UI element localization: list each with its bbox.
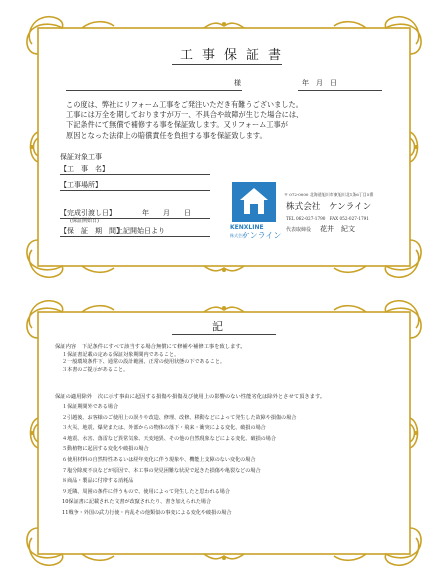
work-name-label: 【工 事 名】 xyxy=(60,165,109,173)
customer-name-line xyxy=(66,90,242,91)
title-underline xyxy=(172,334,276,335)
card-title: 工事保証書 xyxy=(180,48,291,63)
issue-date: 年 月 日 xyxy=(302,79,337,87)
work-name-line xyxy=(60,174,210,175)
section-title: 記 xyxy=(212,320,223,333)
work-place-line xyxy=(60,190,210,191)
list-item: １保証期間外である場合 xyxy=(62,404,119,410)
target-label: 保証対象工事 xyxy=(60,153,102,161)
work-place-label: 【工事場所】 xyxy=(60,181,102,189)
date-line xyxy=(298,90,382,91)
logo-text-jp: ケンライン xyxy=(242,231,282,240)
period-value: 上記開始日より xyxy=(116,227,165,235)
list-item: ６使用材料の自然特性あるいは経年変化に伴う現象や、機能上支障のない変化の場合 xyxy=(62,456,256,463)
intro-line: 原因となった法律上の賠償責任を負担する事を保証致します。 xyxy=(66,130,267,140)
intro-line: この度は、弊社にリフォーム工事をご発注いただき有難うございました。 xyxy=(66,100,303,109)
list-item: ５動植物に起因する変化や破損の場合 xyxy=(62,446,149,453)
period-line xyxy=(60,236,210,237)
list-item: ７塩分除度不良などが原因で、本工事の発見困難な状況で起きた損傷や亀裂などの場合 xyxy=(62,467,261,474)
list-item: ９近隣、周囲の条件に伴うもので、使用によって発生したと思われる場合 xyxy=(62,488,230,495)
conditions-list xyxy=(62,352,225,374)
warranty-terms-card xyxy=(22,298,426,568)
exclusions-list xyxy=(62,402,296,519)
completion-date: 年 月 日 xyxy=(142,209,191,217)
completion-label: 【完成引渡し日】 xyxy=(60,209,116,217)
list-item: 11戦争・外国の武力行使・内乱その他類似の事変による変化や破損の場合 xyxy=(62,509,232,516)
completion-sub: (保証開始日) xyxy=(70,218,99,224)
list-item: ２引越後、お客様のご使用上の誤りや改造、修理、改修、移動などによって発生した故障や損傷の場合 xyxy=(62,414,297,421)
sama-label: 様 xyxy=(234,79,241,87)
rep-name: 花井 紀文 xyxy=(320,225,355,233)
intro-line: 工事には万全を期しておりますが万一、不具合や故障が生じた場合には、 xyxy=(66,110,304,120)
list-item: ８商品・製品に付帯する消耗品 xyxy=(62,478,134,485)
completion-line xyxy=(60,218,210,219)
exclusion-text: 次に示す事由に起因する損傷や損傷及び使用上の影響のない性能劣化は除外とさせて頂きます。 xyxy=(97,394,326,400)
list-item: 10保証書に記載された文書が改竄されたり、書き加えられた場合 xyxy=(62,499,212,506)
guarantee-label: 保証内容 xyxy=(55,344,77,350)
company-address: 〒 072-0000 北海道旭川市東旭川北1条6丁目5番 xyxy=(284,192,374,197)
list-item: ３本書のご提示があること。 xyxy=(62,366,129,373)
intro-line: 下記条件にて無償で補修する事を保証致します。又リフォーム工事が xyxy=(66,120,288,130)
logo-small: 株式会社 xyxy=(230,233,246,238)
list-item: ２一般環境条件下、通常の設計範囲、正常の使用状態の下であること。 xyxy=(62,359,226,366)
rep-title: 代表取締役 xyxy=(286,227,312,233)
company-name: 株式会社 ケンライン xyxy=(286,202,372,212)
exclusion-section xyxy=(55,392,325,400)
list-item: ３火災、地震、爆発または、外部からの物体の落下・飛来・衝突による変化、破損の場合 xyxy=(62,425,266,432)
list-item: １保証書記載の定める保証対象期間内であること。 xyxy=(62,352,180,358)
intro-text xyxy=(66,100,386,141)
guarantee-text: 下記条件にすべて該当する場合無償にて修補や補修工事を致します。 xyxy=(81,344,246,350)
period-label: 【保 証 期 間】 xyxy=(60,227,123,235)
list-item: ４地震、水害、落雷など異常気象、天変地異、その他の自然現象などによる変化、破損の場合 xyxy=(62,435,276,442)
warranty-card xyxy=(22,14,426,280)
guarantee-section xyxy=(55,342,246,350)
title-underline xyxy=(172,64,282,65)
logo-text-en: KENXLINE xyxy=(230,224,264,231)
exclusion-label: 保証の適用除外 xyxy=(55,394,93,400)
company-tel: TEL 062-027-1790 FAX 052-027-1791 xyxy=(286,216,369,221)
